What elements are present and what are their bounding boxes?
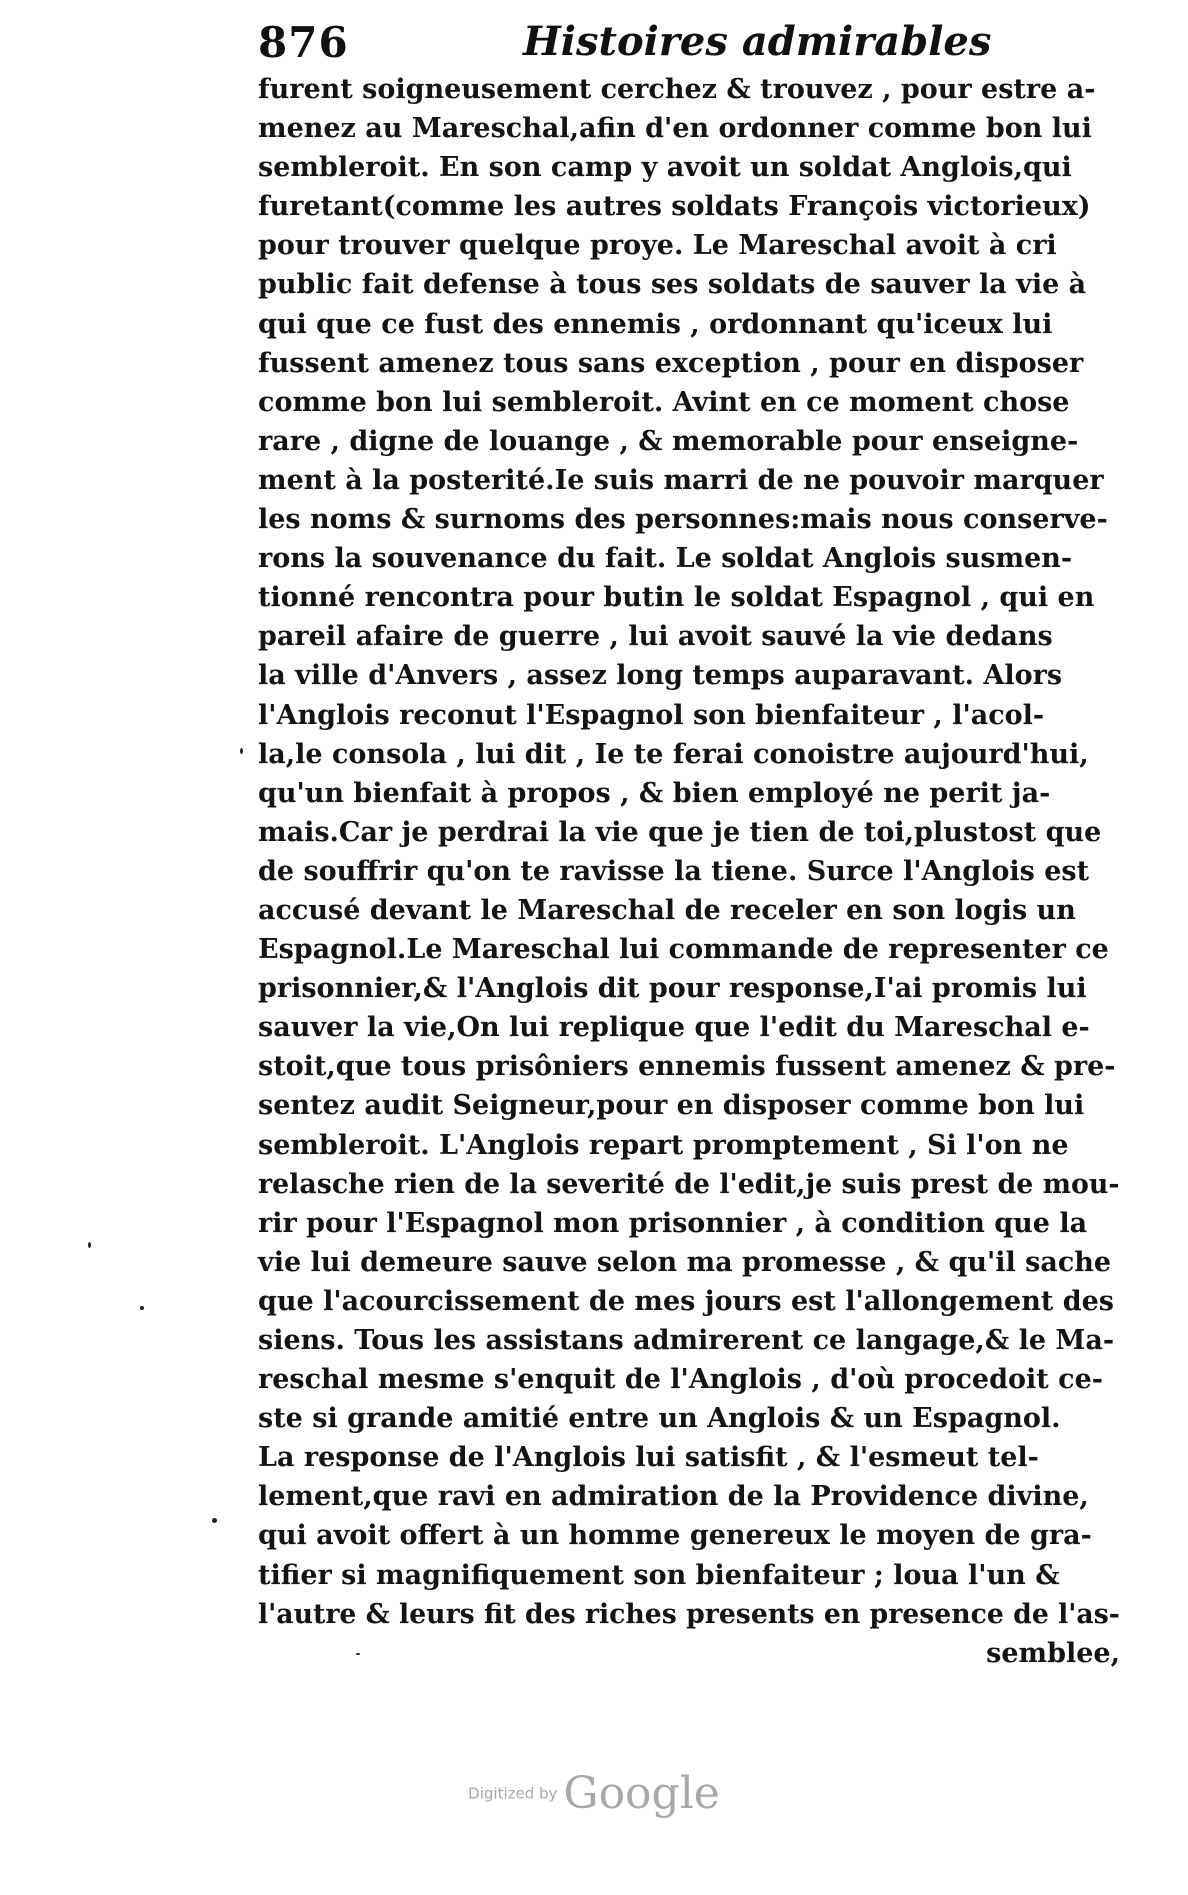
text-line: reschal mesme s'enquit de l'Anglois , d'où procedoit ce- <box>258 1364 1103 1396</box>
text-line: ment à la posterité.Ie suis marri de ne pouvoir marquer <box>258 464 1104 496</box>
text-line: tionné rencontra pour butin le soldat Espagnol , qui en <box>258 582 1095 614</box>
text-line: prisonnier,& l'Anglois dit pour response,I'ai promis lui <box>258 973 1087 1005</box>
scan-speck <box>88 1242 91 1248</box>
text-line: les noms & surnoms des personnes:mais nous conserve- <box>258 504 1108 536</box>
text-line: La response de l'Anglois lui satisfit , & l'esmeut tel- <box>258 1442 1039 1474</box>
text-line: tifier si magnifiquement son bienfaiteur ; loua l'un & <box>258 1559 1060 1591</box>
text-line: comme bon lui sembleroit. Avint en ce moment chose <box>258 386 1070 418</box>
running-title: Histoires admirables <box>523 18 992 65</box>
running-head <box>258 18 1118 68</box>
google-wordmark: Google <box>563 1768 720 1819</box>
text-line: rare , digne de louange , & memorable pour enseigne- <box>258 425 1079 457</box>
scan-speck <box>240 748 243 754</box>
text-line: accusé devant le Mareschal de receler en son logis un <box>258 894 1076 926</box>
text-line: que l'acourcissement de mes jours est l'allongement des <box>258 1285 1114 1317</box>
text-line: de souffrir qu'on te ravisse la tiene. Surce l'Anglois est <box>258 855 1090 887</box>
text-line: l'Anglois reconut l'Espagnol son bienfaiteur , l'acol- <box>258 699 1045 731</box>
text-line: sentez audit Seigneur,pour en disposer comme bon lui <box>258 1090 1085 1122</box>
body-text <box>258 70 1120 1673</box>
text-line: furetant(comme les autres soldats François victorieux) <box>258 191 1091 223</box>
text-line: rir pour l'Espagnol mon prisonnier , à condition que la <box>258 1207 1088 1239</box>
text-line: qu'un bienfait à propos , & bien employé ne perit ja- <box>258 777 1051 809</box>
scan-speck <box>212 1518 217 1523</box>
text-line: rons la souvenance du fait. Le soldat Anglois susmen- <box>258 543 1073 575</box>
text-line: pareil afaire de guerre , lui avoit sauvé la vie dedans <box>258 621 1053 653</box>
text-line: mais.Car je perdrai la vie que je tien de toi,plustost que <box>258 816 1102 848</box>
text-line: ste si grande amitié entre un Anglois & un Espagnol. <box>258 1403 1061 1435</box>
text-line: fussent amenez tous sans exception , pour en disposer <box>258 347 1084 379</box>
text-line: la ville d'Anvers , assez long temps auparavant. Alors <box>258 660 1063 692</box>
text-line: stoit,que tous prisôniers ennemis fussent amenez & pre- <box>258 1051 1116 1083</box>
catchword: semblee, <box>986 1637 1120 1669</box>
text-line: sembleroit. En son camp y avoit un soldat Anglois,qui <box>258 152 1072 184</box>
text-line: public fait defense à tous ses soldats de sauver la vie à <box>258 269 1087 301</box>
text-line: pour trouver quelque proye. Le Mareschal avoit à cri <box>258 230 1057 262</box>
text-line: Espagnol.Le Mareschal lui commande de representer ce <box>258 934 1109 966</box>
text-line: qui avoit offert à un homme genereux le moyen de gra- <box>258 1520 1092 1552</box>
text-line: l'autre & leurs fit des riches presents en presence de l'as- <box>258 1598 1120 1630</box>
digitized-label: Digitized by <box>468 1784 558 1803</box>
text-line: vie lui demeure sauve selon ma promesse , & qu'il sache <box>258 1246 1112 1278</box>
text-line: la,le consola , lui dit , Ie te ferai conoistre aujourd'hui, <box>258 738 1089 770</box>
digitized-watermark <box>0 1768 1188 1819</box>
scan-speck <box>356 1653 360 1655</box>
page-number: 876 <box>258 18 349 67</box>
text-line: sembleroit. L'Anglois repart promptement , Si l'on ne <box>258 1129 1069 1161</box>
text-line: lement,que ravi en admiration de la Providence divine, <box>258 1481 1089 1513</box>
text-line: relasche rien de la severité de l'edit,je suis prest de mou- <box>258 1168 1120 1200</box>
text-line: furent soigneusement cerchez & trouvez , pour estre a- <box>258 74 1096 105</box>
text-line: siens. Tous les assistans admirerent ce langage,& le Ma- <box>258 1325 1115 1356</box>
text-line: qui que ce fust des ennemis , ordonnant qu'iceux lui <box>258 308 1053 340</box>
text-line: sauver la vie,On lui replique que l'edit du Mareschal e- <box>258 1012 1090 1044</box>
text-line: menez au Mareschal,afin d'en ordonner comme bon lui <box>258 113 1092 145</box>
scan-speck <box>140 1306 144 1310</box>
